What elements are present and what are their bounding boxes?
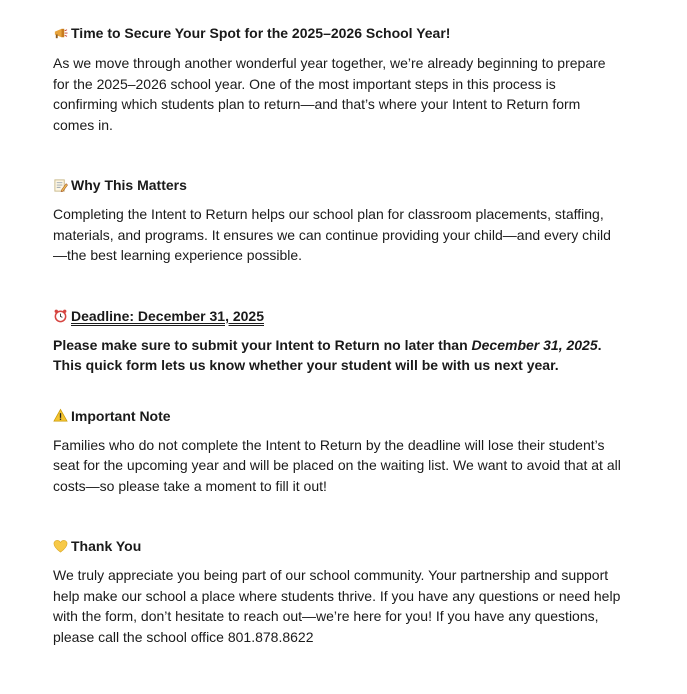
heading-text: Thank You [71,538,142,554]
yellow-heart-icon [53,539,68,554]
section-heading [53,23,623,43]
body-text-post: . This quick form lets us know whether your student will be with us next year. [53,336,602,373]
section-body: Completing the Intent to Return helps our school plan for classroom placements, staffing, materials, and programs. It ensures we can continue providing your child—and every child—the best learning experience possible. [53,206,611,263]
section-body [53,335,623,376]
section-heading [53,406,623,426]
heading-text: Important Note [71,407,171,424]
section-heading [53,306,623,326]
heading-text: Time to Secure Your Spot for the 2025–2026 School Year! [71,25,451,41]
megaphone-icon [53,26,68,41]
section-secure-spot [53,23,623,135]
section-deadline [53,306,623,376]
memo-icon [53,178,68,193]
section-important-note [53,406,623,497]
body-text-pre: Please make sure to submit your Intent to Return no later than [53,336,472,353]
section-body: Families who do not complete the Intent to Return by the deadline will lose their student’s seat for the upcoming year and will be placed on the waiting list. We want to avoid that at all costs—so please take a moment to fill it out! [53,436,621,494]
deadline-date-emphasis: December 31, 2025 [471,336,598,353]
section-thank-you [53,536,623,647]
section-body: We truly appreciate you being part of our school community. Your partnership and support help make our school a place where students thrive. If you have any questions or need help with the form, don’t hesitate to reach out—we’re here for you! If you have any questions, please call the school office 801.878.8622 [53,567,621,645]
section-heading [53,536,623,556]
heading-text: Deadline: December 31, 2025 [71,307,264,324]
warning-icon [53,408,68,423]
section-body: As we move through another wonderful year together, we’re already beginning to prepare for the 2025–2026 school year. One of the most important steps in this process is confirming which students plan to return—and that’s where your Intent to Return form comes in. [53,55,606,133]
alarm-clock-icon [53,308,68,323]
section-heading [53,175,623,195]
section-why-matters [53,175,623,266]
heading-text: Why This Matters [71,177,187,193]
